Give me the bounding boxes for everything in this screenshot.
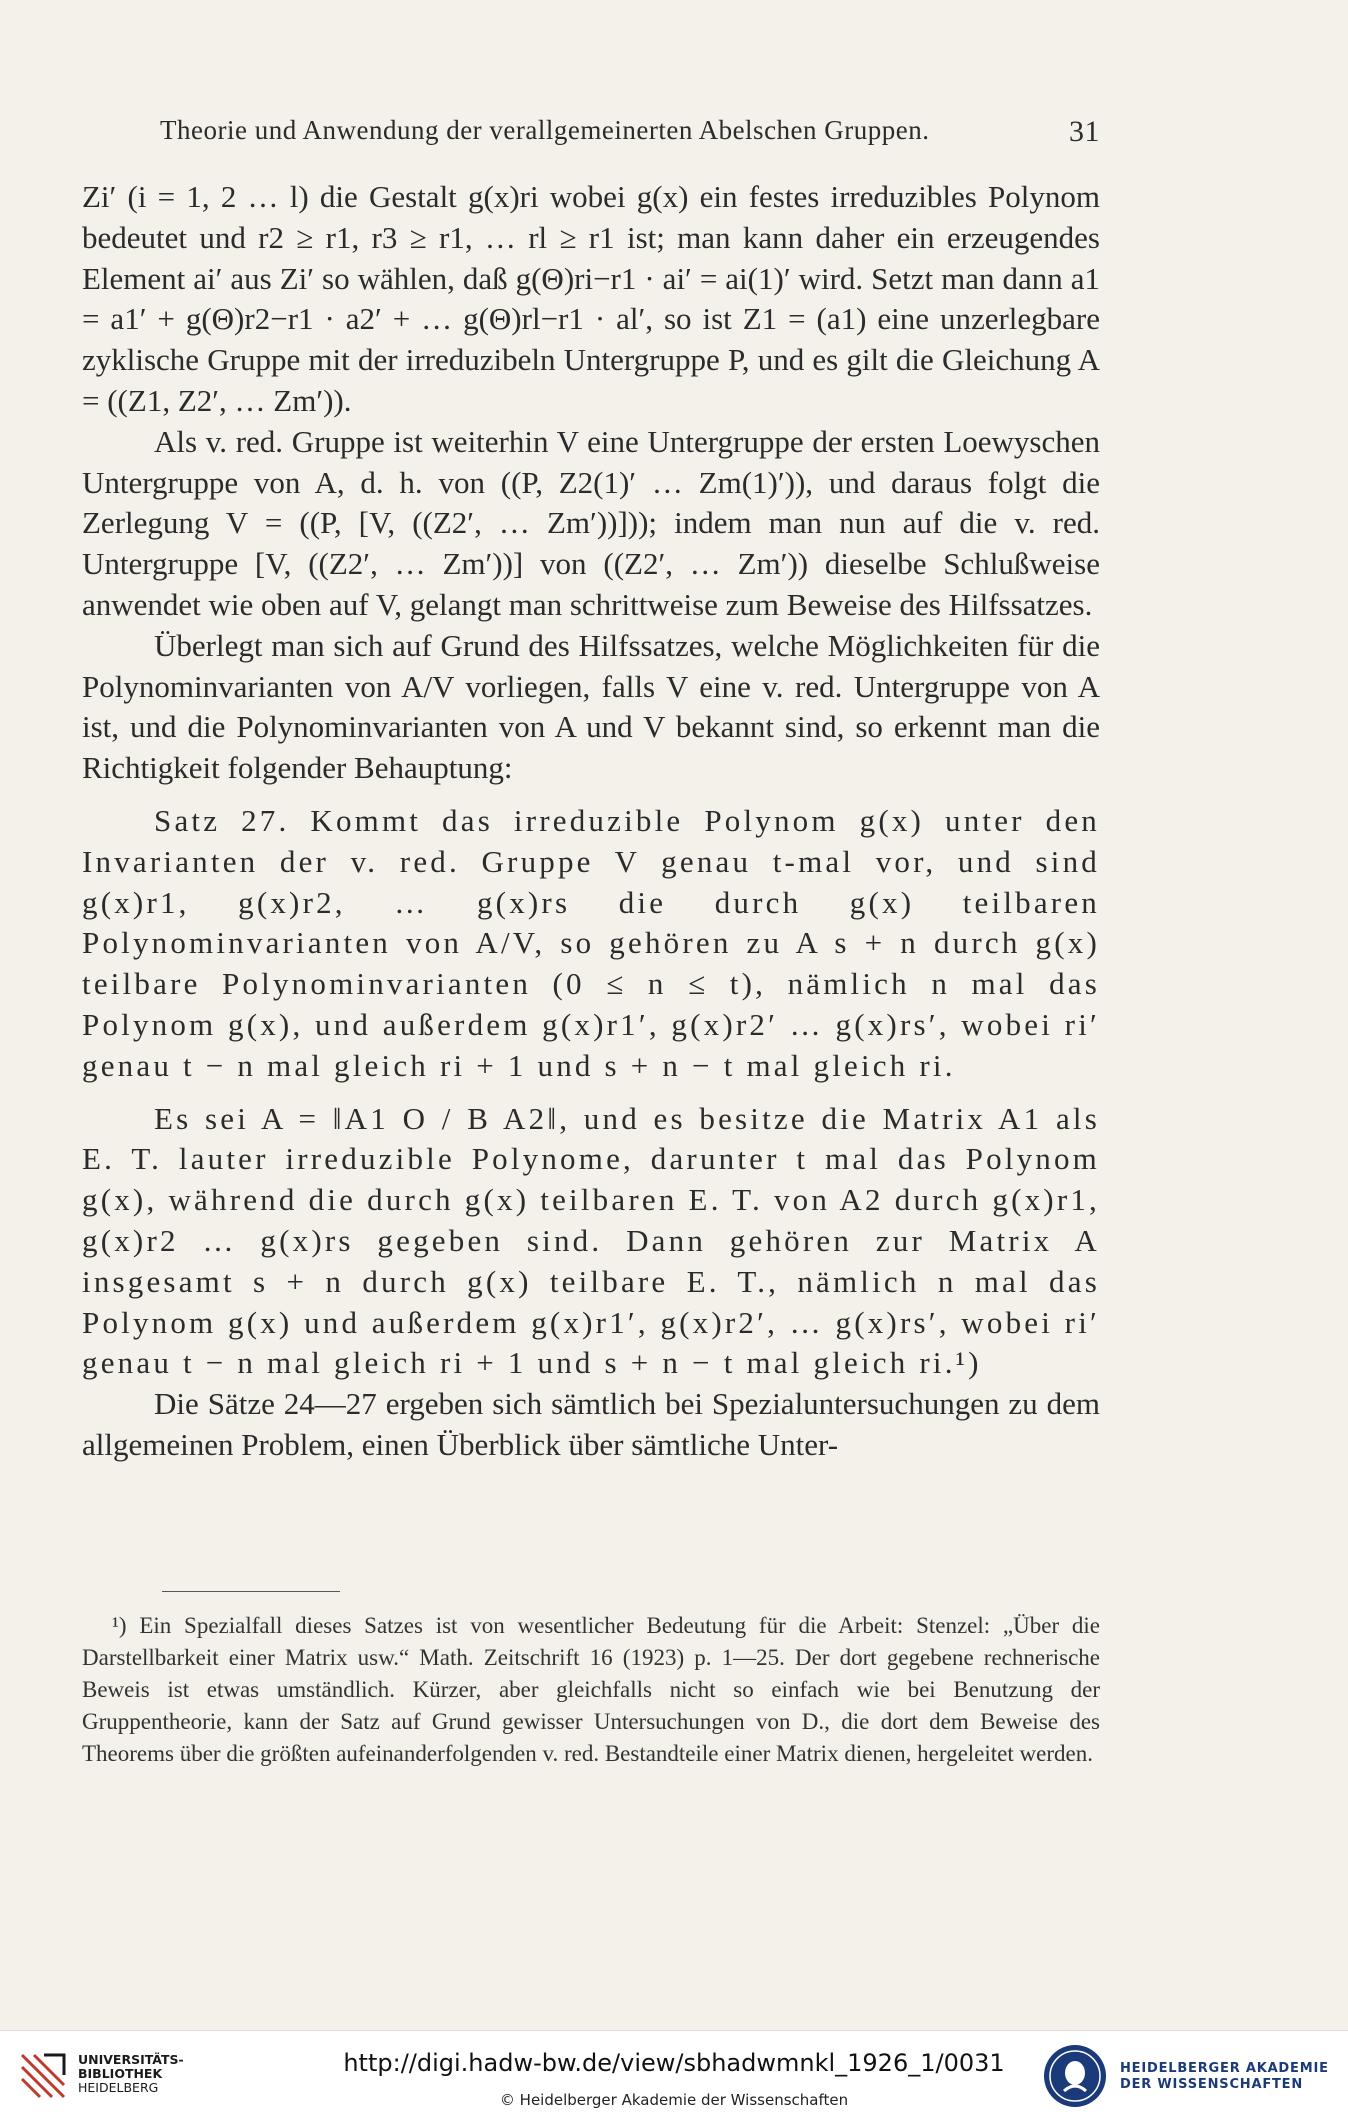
footnote <box>82 1610 1100 1770</box>
permalink-link[interactable]: http://digi.hadw-bw.de/view/sbhadwmnkl_1926_1/0031 <box>343 2049 1005 2077</box>
footnote-rule <box>162 1591 340 1592</box>
paragraph-3: Überlegt man sich auf Grund des Hilfssatzes, welche Möglichkeiten für die Polynominvarianten von A/V vorliegen, falls V eine v. red. Untergruppe von A ist, und die Polynominvarianten von A und V bekannt sind, so erkennt man die Richtigkeit folgender Behauptung: <box>82 627 1100 786</box>
running-header <box>160 115 1100 149</box>
matrix-paragraph: Es sei A = ‖A1 O / B A2‖, und es besitze die Matrix A1 als E. T. lauter irreduzible Polynome, darunter t mal das Polynom g(x), während die durch g(x) teilbaren E. T. von A2 durch g(x)r1, g(x)r2 … g(x)rs gegeben sind. Dann gehören zur Matrix A insgesamt s + n durch g(x) teilbare E. T., nämlich n mal das Polynom g(x) und außerdem g(x)r1′, g(x)r2′, … g(x)rs′, wobei ri′ genau t − n mal gleich ri + 1 und s + n − t mal gleich ri.¹) <box>82 1100 1100 1381</box>
paragraph-final: Die Sätze 24—27 ergeben sich sämtlich bei Spezialuntersuchungen zu dem allgemeinen Problem, einen Überblick über sämtliche Unter- <box>82 1386 1100 1462</box>
footnote-text: ¹) Ein Spezialfall dieses Satzes ist von wesentlicher Bedeutung für die Arbeit: Stenzel: „Über die Darstellbarkeit einer Matrix usw.“ Math. Zeitschrift 16 (1923) p. 1—25. Der dort gegebene rechnerische Beweis ist etwas umständlich. Kürzer, aber gleichfalls nicht so einfach wie bei Benutzung der Gruppentheorie, kann der Satz auf Grund gewisser Untersuchungen von D., die dort dem Beweise des Theorems über die größten aufeinanderfolgenden v. red. Bestandteile einer Matrix dienen, hergeleitet werden. <box>82 1613 1100 1766</box>
theorem-27: Satz 27. Kommt das irreduzible Polynom g(x) unter den Invarianten der v. red. Gruppe V genau t-mal vor, und sind g(x)r1, g(x)r2, … g(x)rs die durch g(x) teilbaren Polynominvarianten von A/V, so gehören zu A s + n durch g(x) teilbare Polynominvarianten (0 ≤ n ≤ t), nämlich n mal das Polynom g(x), und außerdem g(x)r1′, g(x)r2′ … g(x)rs′, wobei ri′ genau t − n mal gleich ri + 1 und s + n − t mal gleich ri. <box>82 802 1100 1083</box>
body-text <box>82 177 1100 1466</box>
hadw-seal-logo-icon <box>1042 2043 1108 2109</box>
paragraph-2: Als v. red. Gruppe ist weiterhin V eine Untergruppe der ersten Loewyschen Untergruppe von A, d. h. von ((P, Z2(1)′ … Zm(1)′)), und daraus folgt die Zerlegung V = ((P, [V, ((Z2′, … Zm′))])); indem man nun auf die v. red. Untergruppe [V, ((Z2′, … Zm′))] von ((Z2′, … Zm′)) dieselbe Schlußweise anwendet wie oben auf V, gelangt man schrittweise zum Beweise des Hilfssatzes. <box>82 423 1100 622</box>
hadw-wordmark: HEIDELBERGER AKADEMIE DER WISSENSCHAFTEN <box>1120 2061 1329 2092</box>
copyright-notice: © Heidelberger Akademie der Wissenschaften <box>499 2091 849 2109</box>
ub-heidelberg-wordmark: UNIVERSITÄTS- BIBLIOTHEK HEIDELBERG <box>78 2052 184 2095</box>
page-number: 31 <box>1069 115 1100 148</box>
running-title: Theorie und Anwendung der verallgemeinerten Abelschen Gruppen. <box>160 115 930 145</box>
paragraph-1: Zi′ (i = 1, 2 … l) die Gestalt g(x)ri wobei g(x) ein festes irreduzibles Polynom bedeutet und r2 ≥ r1, r3 ≥ r1, … rl ≥ r1 ist; man kann daher ein erzeugendes Element ai′ aus Zi′ so wählen, daß g(Θ)ri−r1 · ai′ = ai(1)′ wird. Setzt man dann a1 = a1′ + g(Θ)r2−r1 · a2′ + … g(Θ)rl−r1 · al′, so ist Z1 = (a1) eine unzerlegbare zyklische Gruppe mit der irreduzibeln Untergruppe P, und es gilt die Gleichung A = ((Z1, Z2′, … Zm′)). <box>82 179 1100 418</box>
footer-bar <box>0 2030 1348 2122</box>
